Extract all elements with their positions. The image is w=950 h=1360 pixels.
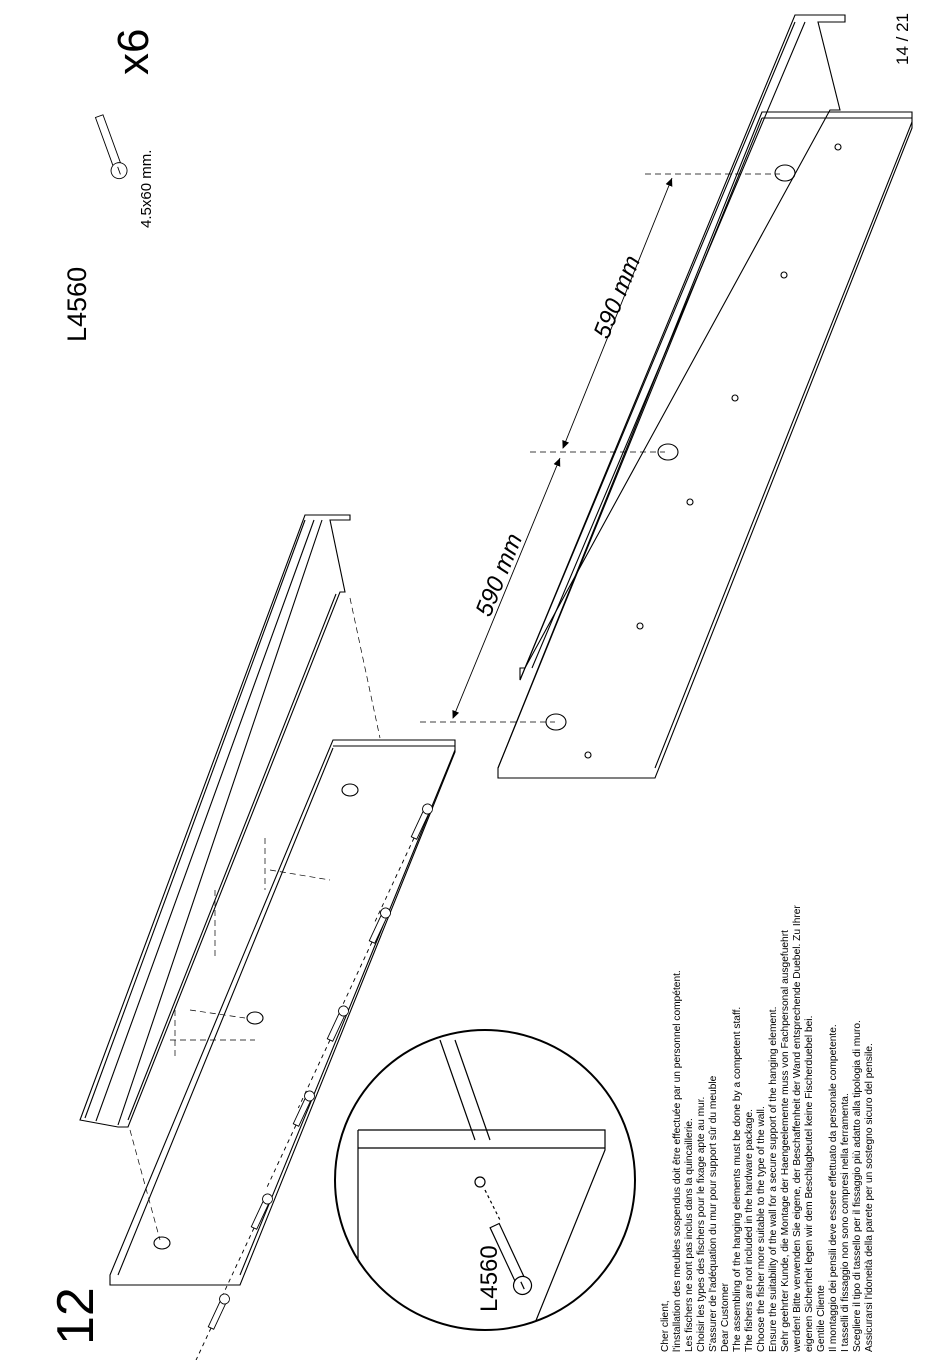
notice-line: Assicurarsi l'idoneità della parete per un sostegno sicuro del pensile. bbox=[864, 1043, 875, 1352]
notice-line: I tasselli di fissaggio non sono compresi nella ferramenta. bbox=[840, 1093, 851, 1352]
zoom-model-code: L4560 bbox=[476, 1245, 503, 1312]
screw-icon bbox=[218, 1192, 274, 1298]
screw-quantity: x6 bbox=[109, 28, 158, 75]
screw-icon bbox=[92, 113, 130, 180]
dimension-label-lower: 590 mm bbox=[470, 529, 529, 621]
screws-group bbox=[177, 802, 434, 1360]
notice-line: S'assurer de l'adéquation du mur pour support sûr du meuble bbox=[708, 1075, 719, 1352]
screw-icon bbox=[294, 1004, 350, 1110]
notice-line: Il montaggio dei pensili deve essere effettuato da personale competente. bbox=[828, 1024, 839, 1352]
dimension-label-upper: 590 mm bbox=[588, 251, 647, 343]
notice-line: Cher client, bbox=[660, 1300, 671, 1352]
wall-cleat-panel bbox=[498, 15, 912, 778]
page-number: 14 / 21 bbox=[893, 13, 912, 65]
notice-line: Scegliere il tipo di tassello per il fissaggio più adatto alla tipologia di muro. bbox=[852, 1020, 863, 1352]
notice-line: Les fischers ne sont pas inclus dans la quincaillerie. bbox=[684, 1118, 695, 1352]
screw-icon bbox=[334, 906, 393, 1016]
model-code: L4560 bbox=[62, 266, 92, 342]
cabinet-panel bbox=[110, 740, 455, 1285]
notice-line: Ensure the suitability of the wall for a secure support of the hanging element. bbox=[768, 1006, 779, 1352]
notice-line: l'installation des meubles sospendus doit être effectuée par un personnel compétent. bbox=[672, 970, 683, 1352]
notice-line: werden! Bitte verwenden Sie eigene, der Beschaffenheit der Wand entsprechende Duebel. Zu Ihrer bbox=[792, 905, 803, 1352]
notice-line: Sehr geehrter Kunde, die Montage der Haengeelemente muss von Fachpersonal ausgefuehrt bbox=[780, 930, 791, 1352]
notice-line: The assembling of the hanging elements must be done by a competent staff. bbox=[732, 1006, 743, 1352]
notice-line: Choose the fisher more suitable to the type of the wall. bbox=[756, 1106, 767, 1352]
zoom-detail bbox=[335, 1030, 635, 1360]
notice-line: Gentile Cliente bbox=[816, 1285, 827, 1352]
screw-icon bbox=[369, 802, 434, 926]
wall-rail bbox=[80, 515, 350, 1127]
notice-line: The fishers are not included in the hardware package. bbox=[744, 1109, 755, 1352]
notice-line: Choisir les types des fischers pour le fixage apte au mur. bbox=[696, 1096, 707, 1352]
screw-size-label: 4.5x60 mm. bbox=[138, 149, 155, 228]
screw-icon bbox=[262, 1089, 316, 1190]
screw-icon bbox=[177, 1292, 231, 1360]
step-number: 12 bbox=[47, 1287, 105, 1345]
dimension-lines bbox=[453, 178, 672, 718]
notice-line: Dear Customer bbox=[720, 1282, 731, 1352]
notice-line: eigenen Sicherheit legen wir dem Beschlagbeutel keine Fischerduebel bei. bbox=[804, 1015, 815, 1352]
